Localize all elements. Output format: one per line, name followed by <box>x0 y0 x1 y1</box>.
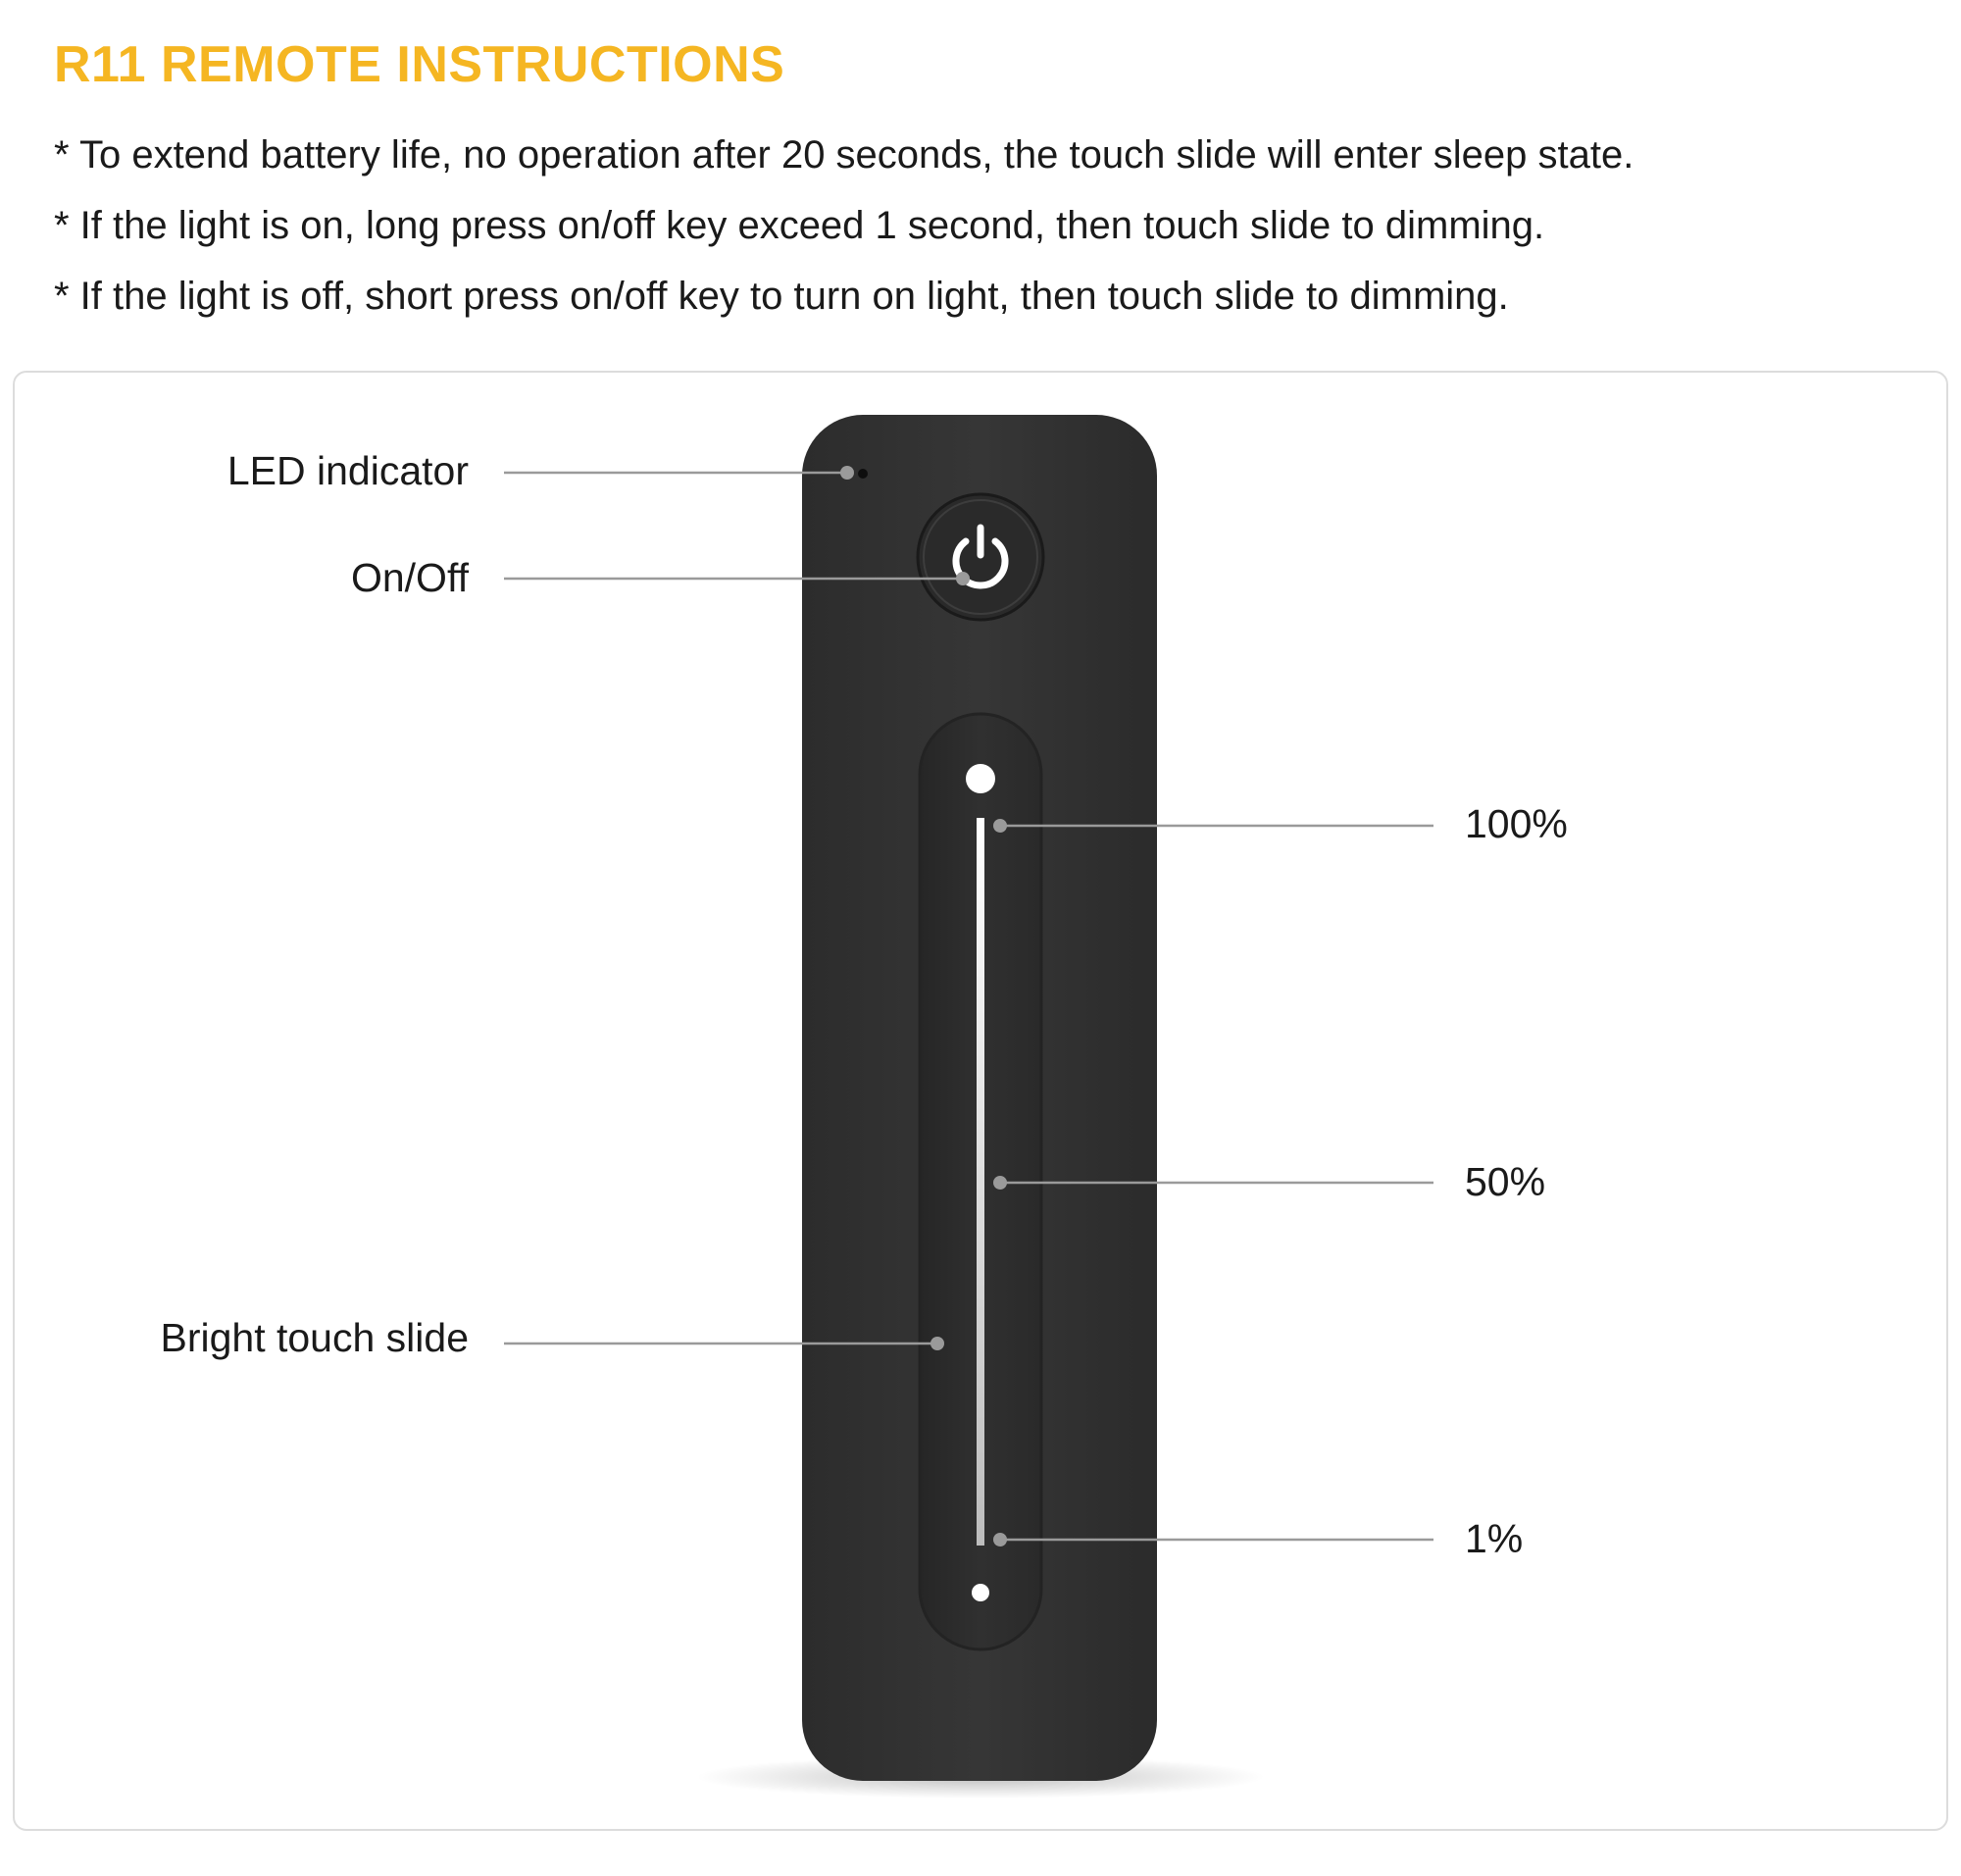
on-off-leader-dot <box>956 572 970 585</box>
level-50-leader-dot <box>993 1176 1007 1190</box>
touch-slide-leader-dot <box>930 1337 944 1350</box>
level-100-leader-dot <box>993 819 1007 833</box>
level-1-label: 1% <box>1465 1516 1524 1561</box>
instruction-note: * To extend battery life, no operation after 20 seconds, the touch slide will enter sleep state. <box>54 133 1634 177</box>
page-title: R11 REMOTE INSTRUCTIONS <box>54 36 785 93</box>
level-1-leader-dot <box>993 1533 1007 1546</box>
level-50-label: 50% <box>1465 1159 1546 1204</box>
slide-bottom-dot <box>972 1584 989 1601</box>
level-100-label: 100% <box>1465 801 1568 846</box>
slide-light-strip <box>977 818 984 1546</box>
slide-top-dot <box>966 764 995 793</box>
on-off-label: On/Off <box>350 555 469 600</box>
led-indicator-label: LED indicator <box>226 448 469 493</box>
bright-touch-slide-label: Bright touch slide <box>160 1315 469 1360</box>
led-indicator-leader-dot <box>840 466 854 480</box>
instruction-note: * If the light is on, long press on/off key exceed 1 second, then touch slide to dimming. <box>54 204 1545 247</box>
led-indicator-dot <box>858 469 868 479</box>
instruction-note: * If the light is off, short press on/off key to turn on light, then touch slide to dimming. <box>54 275 1509 318</box>
